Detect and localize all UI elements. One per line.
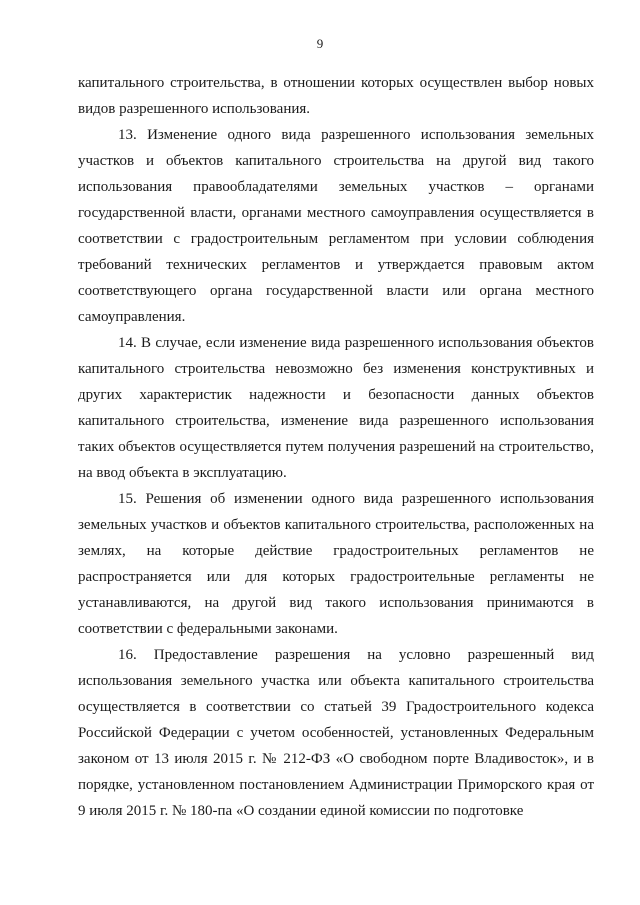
paragraph-13: 13. Изменение одного вида разрешенного использования земельных участков и объектов капитального строительства на другой вид такого использования правообладателями земельных участков – органами государственной власти, органами местного самоуправления осуществляется в соответствии с градостроительным регламентом при условии соблюдения требований технических регламентов и утверждается правовым актом соответствующего органа государственной власти или органа местного самоуправления. bbox=[78, 127, 594, 325]
paragraph-14: 14. В случае, если изменение вида разрешенного использования объектов капитального строительства невозможно без изменения конструктивных и других характеристик надежности и безопасности данных объектов капитального строительства, изменение вида разрешенного использования таких объектов осуществляется путем получения разрешений на строительство, на ввод объекта в эксплуатацию. bbox=[78, 335, 594, 481]
paragraph-continuation: капитального строительства, в отношении которых осуществлен выбор новых видов разрешенного использования. bbox=[78, 75, 594, 117]
page-number: 9 bbox=[316, 36, 324, 51]
paragraph-16: 16. Предоставление разрешения на условно разрешенный вид использования земельного участка или объекта капитального строительства осуществляется в соответствии со статьей 39 Градостроительного кодекса Российской Федерации с учетом особенностей, установленных Федеральным законом от 13 июля 2015 г. № 212-ФЗ «О свободном порте Владивосток», и в порядке, установленном постановлением Администрации Приморского края от 9 июля 2015 г. № 180-па «О создании единой комиссии по подготовке bbox=[78, 647, 594, 819]
document-body bbox=[78, 70, 594, 824]
paragraph-15: 15. Решения об изменении одного вида разрешенного использования земельных участков и объектов капитального строительства, расположенных на землях, на которые действие градостроительных регламентов не распространяется или для которых градостроительные регламенты не устанавливаются, на другой вид такого использования принимаются в соответствии с федеральными законами. bbox=[78, 491, 594, 637]
